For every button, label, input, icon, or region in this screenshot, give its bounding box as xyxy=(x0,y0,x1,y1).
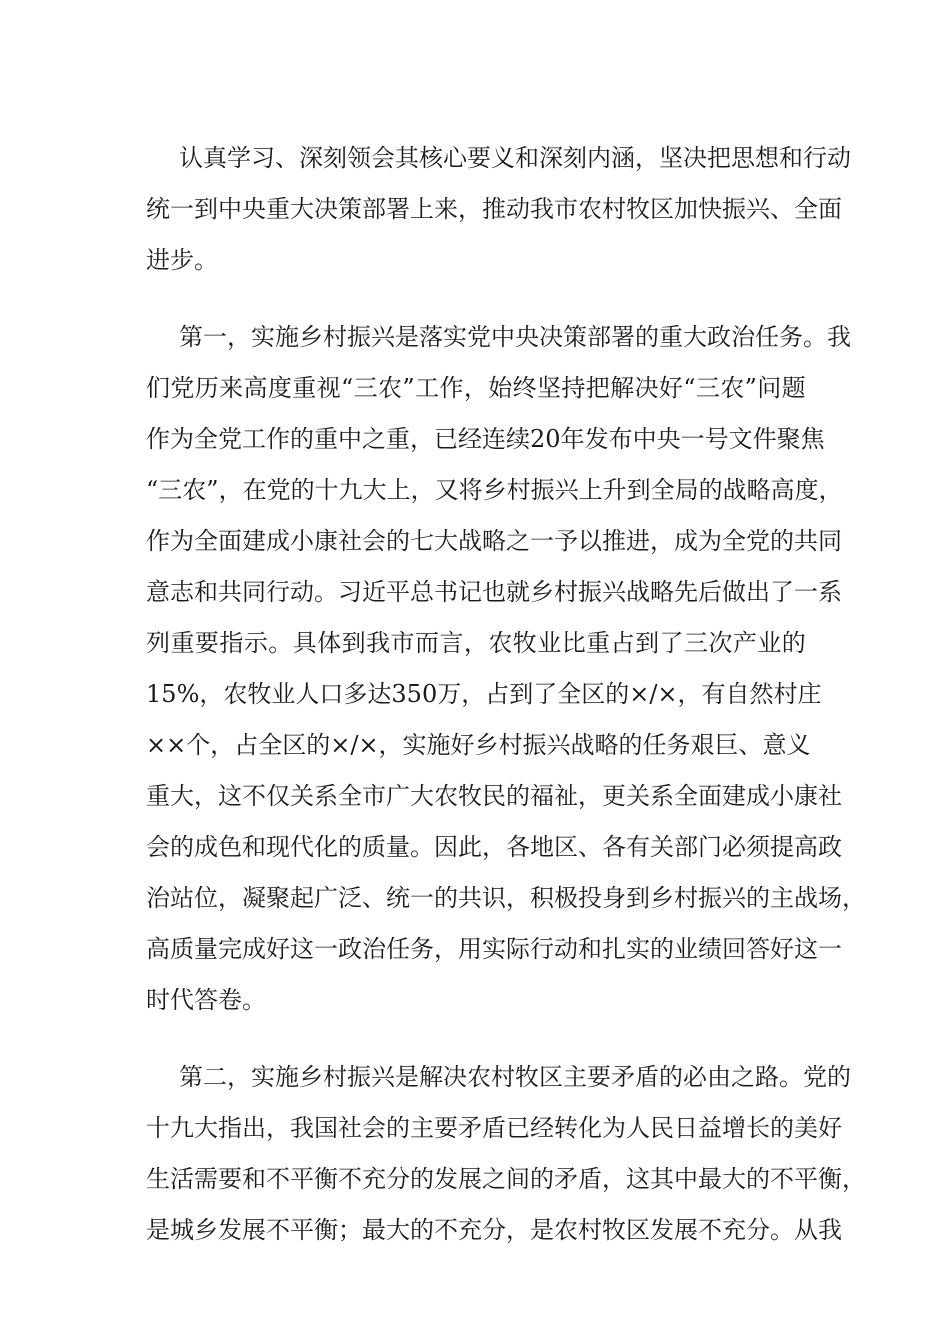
paragraph-spacer xyxy=(146,1026,806,1052)
paragraph-2 xyxy=(146,312,866,1026)
text-line: 列 重 要 指 示 。 具 体 到 我 市 而 言 ， 农 牧 业 比 重 占 到 了 三 次 产 业 的 xyxy=(146,629,806,657)
text-line: 时代答卷。 xyxy=(146,986,266,1014)
paragraph-3 xyxy=(146,1052,866,1256)
document-body xyxy=(146,133,866,1256)
text-line: 第 一 ， 实 施 乡 村 振 兴 是 落 实 党 中 央 决 策 部 署 的 重 大 政 治 任 务 。 我 xyxy=(179,323,851,351)
text-line: 十 九 大 指 出 ， 我 国 社 会 的 主 要 矛 盾 已 经 转 化 为 人 民 日 益 增 长 的 美 好 xyxy=(146,1114,842,1142)
text-line: 高 质 量 完 成 好 这 一 政 治 任 务 ， 用 实 际 行 动 和 扎 实 的 业 绩 回 答 好 这 一 xyxy=(146,935,842,963)
text-line: 统 一 到 中 央 重 大 决 策 部 署 上 来 ， 推 动 我 市 农 村 牧 区 加 快 振 兴 、 全 面 xyxy=(146,195,842,223)
paragraph-1 xyxy=(146,133,851,286)
text-line: “ 三 农 ” ， 在 党 的 十 九 大 上 ， 又 将 乡 村 振 兴 上 升 到 全 局 的 战 略 高 度 ， xyxy=(146,476,843,504)
text-line: 们 党 历 来 高 度 重 视 “ 三 农 ” 工 作 ， 始 终 坚 持 把 解 决 好 “ 三 农 ” 问 题 xyxy=(146,374,806,402)
paragraph-spacer xyxy=(146,286,806,312)
text-line: 会 的 成 色 和 现 代 化 的 质 量 。 因 此 ， 各 地 区 、 各 有 关 部 门 必 须 提 高 政 xyxy=(146,833,842,861)
text-line: 重 大 ， 这 不 仅 关 系 全 市 广 大 农 牧 民 的 福 祉 ， 更 关 系 全 面 建 成 小 康 社 xyxy=(146,782,842,810)
text-line: 意 志 和 共 同 行 动 。 习 近 平 总 书 记 也 就 乡 村 振 兴 战 略 先 后 做 出 了 一 系 xyxy=(146,578,842,606)
text-line: 第 二 ， 实 施 乡 村 振 兴 是 解 决 农 村 牧 区 主 要 矛 盾 的 必 由 之 路 。 党 的 xyxy=(179,1063,851,1091)
text-line: 作 为 全 党 工 作 的 重 中 之 重 ， 已 经 连 续 2 0 年 发 布 中 央 一 号 文 件 聚 焦 xyxy=(146,425,825,453)
text-line: 认 真 学 习 、 深 刻 领 会 其 核 心 要 义 和 深 刻 内 涵 ， 坚 决 把 思 想 和 行 动 xyxy=(179,144,851,172)
text-line: 进步。 xyxy=(146,246,218,274)
text-line: 1 5 % ， 农 牧 业 人 口 多 达 3 5 0 万 ， 占 到 了 全 区 的 × / × ， 有 自 然 村 庄 xyxy=(146,680,822,708)
text-line: 作 为 全 面 建 成 小 康 社 会 的 七 大 战 略 之 一 予 以 推 进 ， 成 为 全 党 的 共 同 xyxy=(146,527,842,555)
text-line: 治 站 位 ， 凝 聚 起 广 泛 、 统 一 的 共 识 ， 积 极 投 身 到 乡 村 振 兴 的 主 战 场 ， xyxy=(146,884,866,912)
text-line: × × 个 ， 占 全 区 的 × / × ， 实 施 好 乡 村 振 兴 战 略 的 任 务 艰 巨 、 意 义 xyxy=(146,731,811,759)
text-line: 是 城 乡 发 展 不 平 衡 ； 最 大 的 不 充 分 ， 是 农 村 牧 区 发 展 不 充 分 。 从 我 xyxy=(146,1216,842,1244)
text-line: 生 活 需 要 和 不 平 衡 不 充 分 的 发 展 之 间 的 矛 盾 ， 这 其 中 最 大 的 不 平 衡 ， xyxy=(146,1165,866,1193)
